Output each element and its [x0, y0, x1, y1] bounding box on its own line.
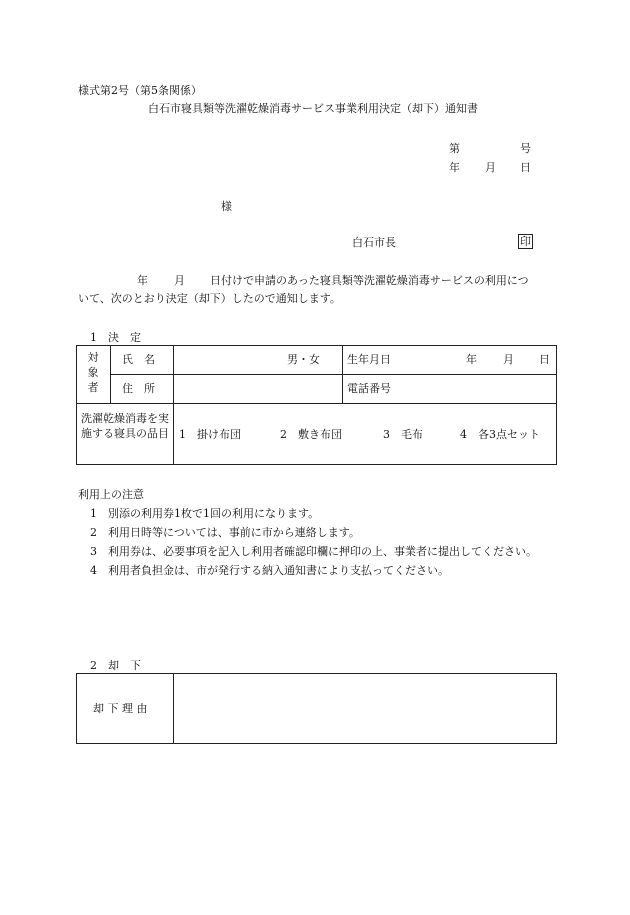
item-shikibuton: 2 敷き布団: [280, 428, 342, 441]
section-decision-heading: 1 決 定: [90, 331, 141, 344]
name-label: 氏 名: [122, 353, 155, 366]
item-moufu: 3 毛布: [383, 428, 423, 441]
birthdate-label: 生年月日: [347, 353, 391, 366]
item-set: 4 各3点セット: [460, 428, 540, 441]
col-divider-mid: [342, 345, 343, 403]
form-number: 様式第2号（第5条関係）: [78, 84, 202, 97]
body-text-line1: 日付けで申請のあった寝具類等洗濯乾燥消毒サービスの利用につ: [210, 274, 529, 287]
page-title: 白石市寝具類等洗濯乾燥消毒サービス事業利用決定（却下）通知書: [148, 102, 478, 115]
body-text-line2: いて、次のとおり決定（却下）したので通知します。: [78, 292, 341, 305]
rejection-col-divider: [173, 673, 174, 744]
addressee-honorific: 様: [221, 200, 232, 213]
col-divider-label: [173, 345, 174, 465]
subject-label: 対象者: [87, 351, 99, 394]
col-divider-subject: [110, 345, 111, 403]
note-item: 2 利用日時等については、事前に市から連絡します。: [90, 526, 360, 539]
doc-number-suffix: 号: [520, 142, 531, 155]
seal-label: 印: [520, 235, 531, 248]
rejection-table-border: [76, 673, 557, 744]
date-year: 年: [449, 161, 460, 174]
item-kakebuton: 1 掛け布団: [179, 428, 241, 441]
row-divider-1: [110, 374, 557, 375]
note-item: 1 別添の利用券1枚で1回の利用になります。: [90, 507, 320, 520]
body-year: 年: [137, 274, 148, 287]
note-item: 3 利用券は、必要事項を記入し利用者確認印欄に押印の上、事業者に提出してください。: [90, 545, 537, 558]
birth-day: 日: [539, 353, 550, 366]
row-divider-2: [76, 403, 557, 404]
seal-stamp: [518, 235, 533, 249]
gender-field: 男・女: [287, 353, 320, 366]
date-day: 日: [520, 161, 531, 174]
body-month: 月: [174, 274, 185, 287]
notes-heading: 利用上の注意: [78, 488, 144, 501]
date-month: 月: [485, 161, 496, 174]
birth-year: 年: [466, 353, 477, 366]
phone-label: 電話番号: [347, 382, 391, 395]
doc-number-prefix: 第: [449, 142, 460, 155]
note-item: 4 利用者負担金は、市が発行する納入通知書により支払ってください。: [90, 564, 449, 577]
issuer-name: 白石市長: [352, 236, 396, 249]
section-rejection-heading: 2 却 下: [90, 659, 141, 672]
birth-month: 月: [503, 353, 514, 366]
address-label: 住 所: [122, 382, 155, 395]
items-label: 洗濯乾燥消毒を実施する寝具の品目: [81, 412, 169, 440]
rejection-reason-label: 却 下 理 由: [93, 702, 148, 715]
